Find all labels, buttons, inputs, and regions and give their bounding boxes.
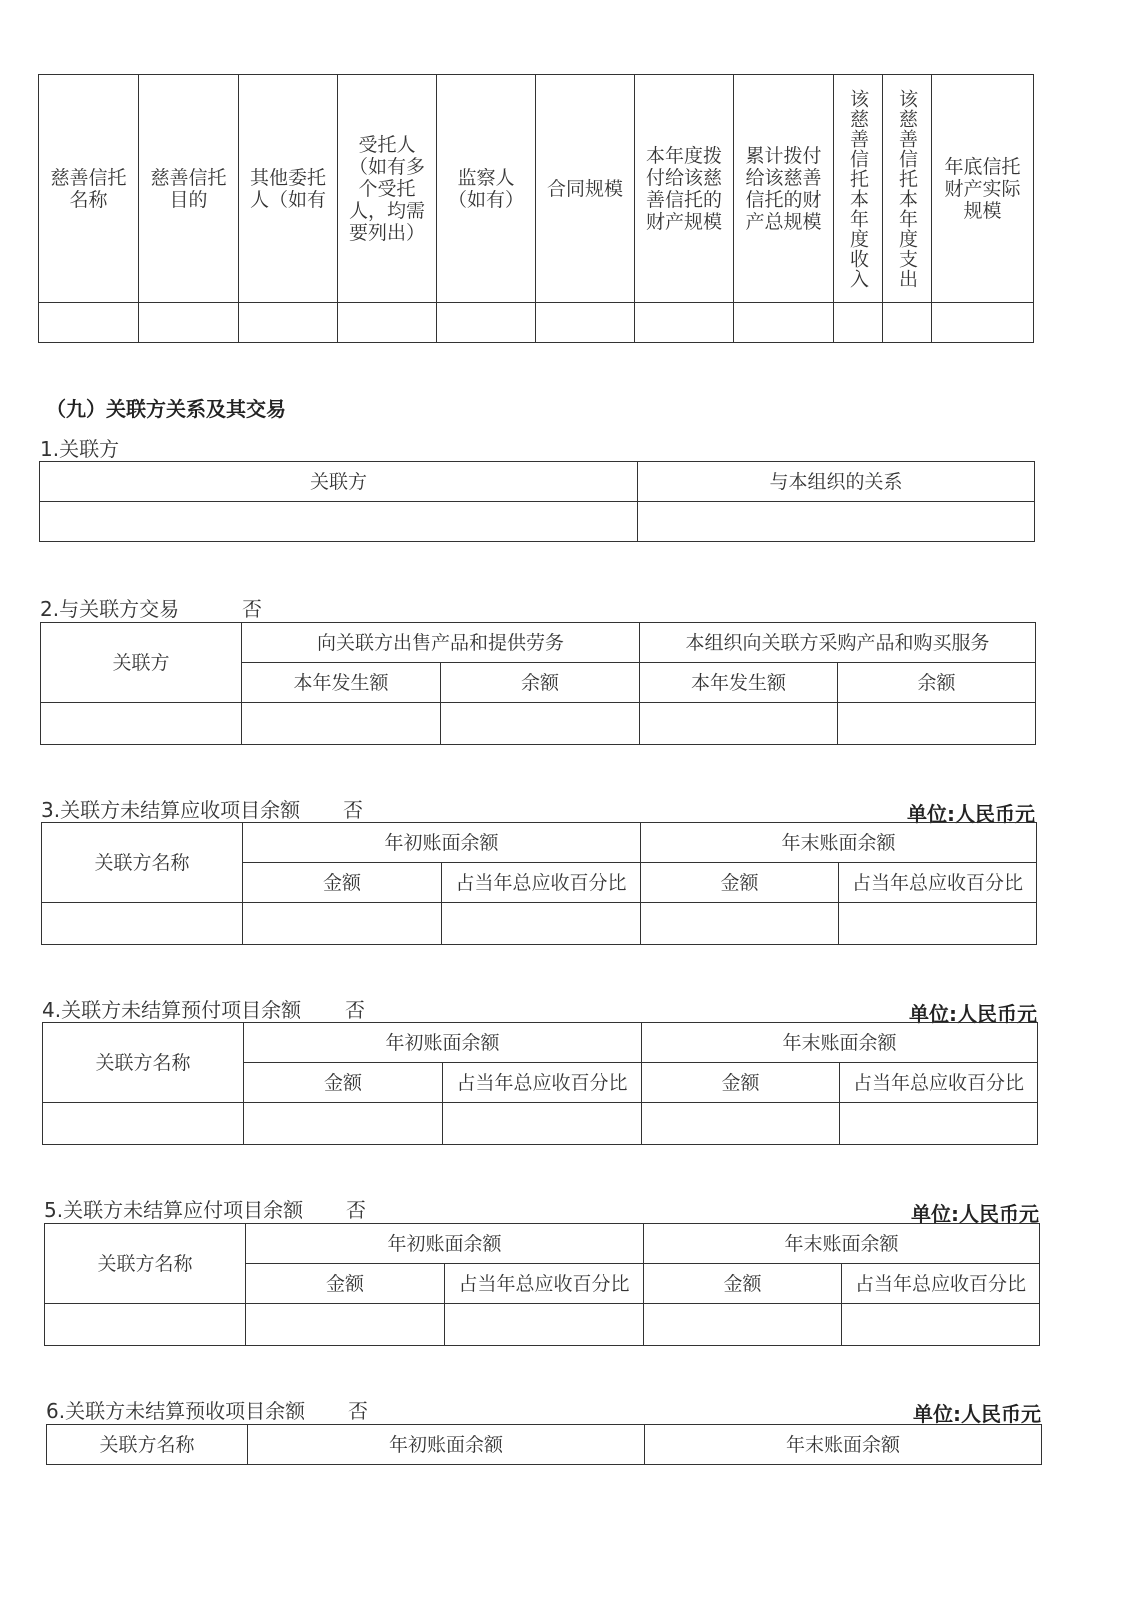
table-cell[interactable] [834,303,883,343]
header-closing-balance: 年末账面余额 [641,823,1037,863]
table-cell[interactable] [638,502,1035,542]
header-opening-balance: 年初账面余额 [248,1425,645,1465]
header-annual-expense-cell [883,75,932,303]
receivables-unit: 单位:人民币元 [907,802,1035,826]
receivables-heading: 3.关联方未结算应收项目余额 [41,798,301,822]
table-row [40,502,1035,542]
header-related-party: 关联方 [40,462,638,502]
prepayments-answer: 否 [345,998,365,1022]
header-amount: 金额 [644,1264,842,1304]
receivables-answer: 否 [343,798,363,822]
table-cell[interactable] [39,303,139,343]
header-contract-scale: 合同规模 [536,75,635,303]
related-party-heading: 1.关联方 [40,437,120,461]
payables-table [44,1223,1040,1346]
table-cell[interactable] [635,303,734,343]
charity-trust-table [38,74,1034,343]
payables-unit: 单位:人民币元 [911,1202,1039,1226]
header-purchases-from-party: 本组织向关联方采购产品和购买服务 [640,623,1036,663]
header-closing-balance: 年末账面余额 [645,1425,1042,1465]
header-year-end-scale: 年底信托财产实际规模 [932,75,1034,303]
advance-receipts-table [46,1424,1042,1465]
header-percentage: 占当年总应收百分比 [842,1264,1040,1304]
header-trustee: 受托人（如有多个受托人，均需要列出） [338,75,437,303]
table-cell[interactable] [441,703,640,745]
table-cell[interactable] [445,1304,644,1346]
header-party-name: 关联方名称 [45,1224,246,1304]
header-party-name: 关联方名称 [42,823,243,903]
table-cell[interactable] [42,903,243,945]
table-cell[interactable] [442,903,641,945]
header-opening-balance: 年初账面余额 [246,1224,644,1264]
header-amount: 金额 [246,1264,445,1304]
header-closing-balance: 年末账面余额 [642,1023,1038,1063]
header-supervisor: 监察人（如有） [437,75,536,303]
related-party-table [39,461,1035,542]
table-cell[interactable] [840,1103,1038,1145]
related-transaction-table [40,622,1036,745]
table-cell[interactable] [246,1304,445,1346]
table-row [39,303,1034,343]
header-percentage: 占当年总应收百分比 [445,1264,644,1304]
header-party-name: 关联方名称 [47,1425,248,1465]
table-cell[interactable] [443,1103,642,1145]
header-amount: 金额 [642,1063,840,1103]
header-amount: 金额 [641,863,839,903]
table-cell[interactable] [838,703,1036,745]
table-cell[interactable] [338,303,437,343]
table-row [42,903,1037,945]
header-opening-balance: 年初账面余额 [243,823,641,863]
table-row [45,1304,1040,1346]
header-percentage: 占当年总应收百分比 [443,1063,642,1103]
payables-heading: 5.关联方未结算应付项目余额 [44,1198,304,1222]
header-party: 关联方 [41,623,242,703]
advance-receipts-heading: 6.关联方未结算预收项目余额 [46,1399,306,1423]
header-amount: 本年发生额 [640,663,838,703]
table-cell[interactable] [242,703,441,745]
transaction-heading: 2.与关联方交易 [40,597,180,621]
prepayments-table [42,1022,1038,1145]
header-amount: 金额 [243,863,442,903]
header-amount: 金额 [244,1063,443,1103]
header-party-name: 关联方名称 [43,1023,244,1103]
header-annual-allocation: 本年度拨付给该慈善信托的财产规模 [635,75,734,303]
table-cell[interactable] [641,903,839,945]
prepayments-heading: 4.关联方未结算预付项目余额 [42,998,302,1022]
header-other-settlor: 其他委托人（如有 [239,75,338,303]
table-cell[interactable] [839,903,1037,945]
table-cell[interactable] [932,303,1034,343]
table-cell[interactable] [43,1103,244,1145]
table-cell[interactable] [40,502,638,542]
header-annual-income: 该慈善信托本年度收入 [847,88,869,289]
header-balance: 余额 [838,663,1036,703]
section-title: （九）关联方关系及其交易 [46,397,286,421]
header-percentage: 占当年总应收百分比 [840,1063,1038,1103]
table-cell[interactable] [437,303,536,343]
receivables-table [41,822,1037,945]
table-cell[interactable] [842,1304,1040,1346]
prepayments-unit: 单位:人民币元 [909,1002,1037,1026]
header-amount: 本年发生额 [242,663,441,703]
header-annual-expense: 该慈善信托本年度支出 [896,88,918,289]
header-trust-purpose: 慈善信托目的 [139,75,239,303]
header-relationship: 与本组织的关系 [638,462,1035,502]
table-cell[interactable] [734,303,834,343]
table-row [43,1103,1038,1145]
table-cell[interactable] [640,703,838,745]
header-sales-to-party: 向关联方出售产品和提供劳务 [242,623,640,663]
table-cell[interactable] [139,303,239,343]
header-opening-balance: 年初账面余额 [244,1023,642,1063]
advance-receipts-answer: 否 [348,1399,368,1423]
table-row [41,703,1036,745]
table-cell[interactable] [41,703,242,745]
table-cell[interactable] [883,303,932,343]
table-cell[interactable] [243,903,442,945]
transaction-answer: 否 [242,597,262,621]
header-closing-balance: 年末账面余额 [644,1224,1040,1264]
header-balance: 余额 [441,663,640,703]
header-percentage: 占当年总应收百分比 [839,863,1037,903]
table-cell[interactable] [45,1304,246,1346]
header-percentage: 占当年总应收百分比 [442,863,641,903]
header-annual-income-cell [834,75,883,303]
table-cell[interactable] [536,303,635,343]
header-cumulative-allocation: 累计拨付给该慈善信托的财产总规模 [734,75,834,303]
advance-receipts-unit: 单位:人民币元 [913,1402,1041,1426]
payables-answer: 否 [346,1198,366,1222]
table-cell[interactable] [642,1103,840,1145]
table-cell[interactable] [644,1304,842,1346]
header-trust-name: 慈善信托名称 [39,75,139,303]
table-cell[interactable] [244,1103,443,1145]
table-cell[interactable] [239,303,338,343]
